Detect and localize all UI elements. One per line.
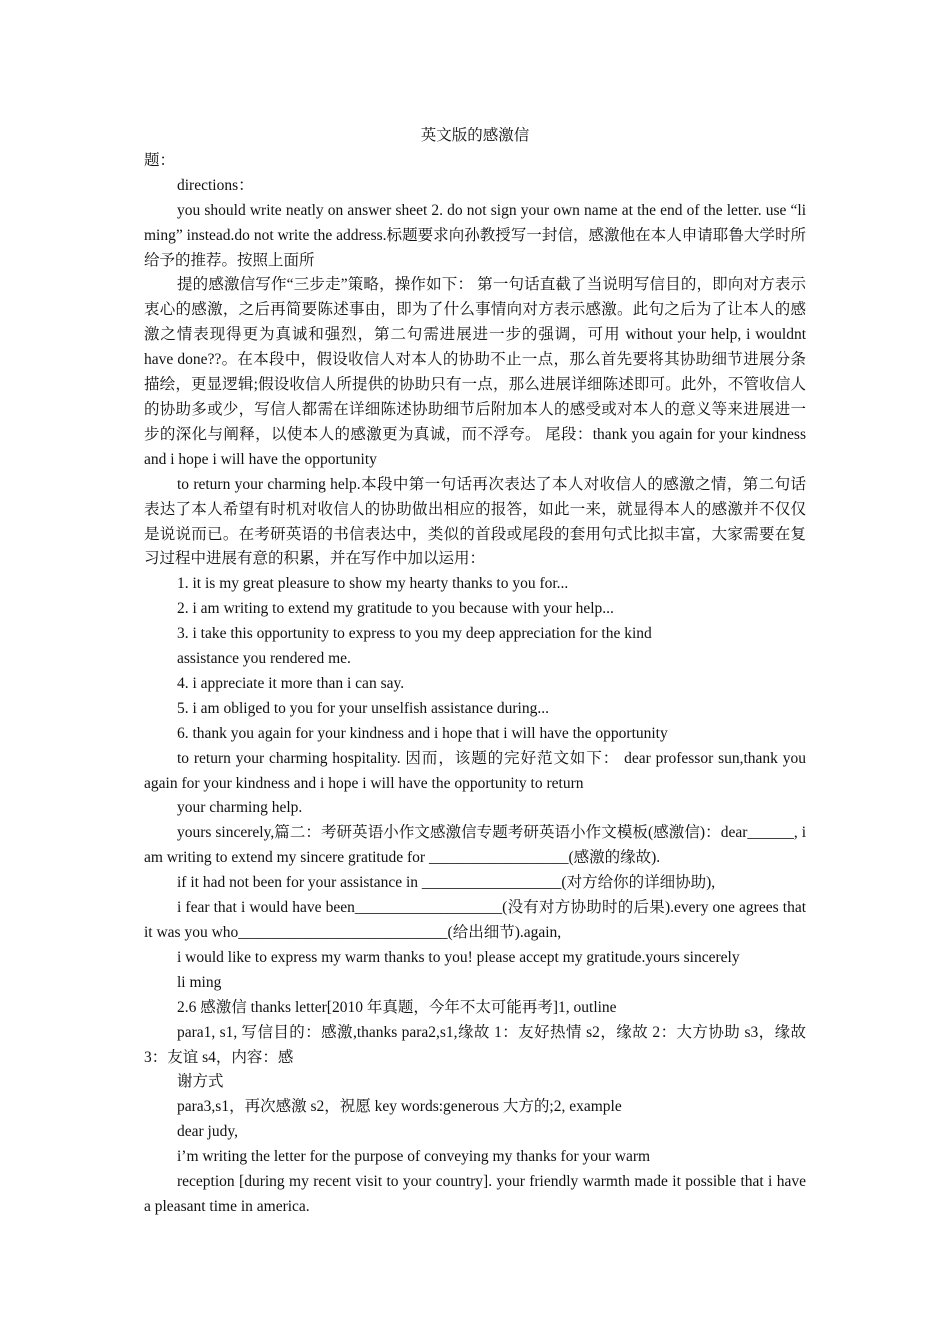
paragraph: your charming help. [177,799,303,817]
paragraph: to return your charming hospitality. 因而，该题的完好范文如下： dear professor sun,thank you again for your kindness and i hope i will have the opportunity to return [144,749,806,792]
paragraph: 4. i appreciate it more than i can say. [177,674,405,692]
document-body [144,124,806,1220]
paragraph: 谢方式 [177,1073,224,1091]
paragraph: 6. thank you again for your kindness and i hope that i will have the opportunity [177,724,668,742]
paragraph: i’m writing the letter for the purpose of conveying my thanks for your warm [177,1148,651,1166]
paragraph: i would like to express my warm thanks to you! please accept my gratitude.yours sincerely [177,948,740,966]
paragraph: 2. i am writing to extend my gratitude to you because with your help... [177,600,614,618]
paragraph: li ming [177,973,222,991]
document-title: 英文版的感激信 [420,127,530,144]
paragraph: you should write neatly on answer sheet 2. do not sign your own name at the end of the letter. use “li ming” instead.do not write the address.标题要求向孙教授写一封信，感激他在本人申请耶鲁大学时所给予的推荐。按照上面所 [144,201,806,269]
paragraph-list [144,149,806,1220]
paragraph: 3. i take this opportunity to express to you my deep appreciation for the kind [177,625,652,643]
paragraph: 5. i am obliged to you for your unselfish assistance during... [177,699,549,717]
paragraph: to return your charming help.本段中第一句话再次表达了本人对收信人的感激之情，第二句话表达了本人希望有时机对收信人的协助做出相应的报答，如此一来，就显得本人的感激并不仅仅是说说而已。在考研英语的书信表达中，类似的首段或尾段的套用句式比拟丰富，大家需要在复习过程中进展有意的积累，并在写作中加以运用： [144,475,806,568]
paragraph: 2.6 感激信 thanks letter[2010 年真题，今年不太可能再考]1, outline [177,998,617,1016]
paragraph: directions： [177,176,254,194]
paragraph: yours sincerely,篇二：考研英语小作文感激信专题考研英语小作文模板(感激信)：dear______, i am writing to extend my sincere gratitude for __________________(感激的缘故). [144,824,806,867]
paragraph: assistance you rendered me. [177,650,351,668]
paragraph: para1, s1, 写信目的：感激,thanks para2,s1,缘故 1：友好热情 s2，缘故 2：大方协助 s3，缘故 3：友谊 s4，内容：感 [144,1023,806,1066]
paragraph: reception [during my recent visit to your country]. your friendly warmth made it possible that i have a pleasant time in america. [144,1173,806,1215]
paragraph: dear judy, [177,1123,238,1141]
paragraph: i fear that i would have been___________________(没有对方协助时的后果).every one agrees that it was you who___________________________(给出细节).again, [144,899,806,941]
paragraph: 提的感激信写作“三步走”策略，操作如下： 第一句话直截了当说明写信目的，即向对方表示衷心的感激，之后再简要陈述事由，即为了什么事情向对方表示感激。此句之后为了让本人的感激之情表现得更为真诚和强烈，第二句需进展进一步的强调，可用 without your help, i wouldnt have done??。在本段中，假设收信人对本人的协助不止一点，那么首先要将其协助细节进展分条描绘，更显逻辑;假设收信人所提供的协助只有一点，那么进展详细陈述即可。此外，不管收信人的协助多或少，写信人都需在详细陈述协助细节后附加本人的感受或对本人的意义等来进展进一步的深化与阐释，以使本人的感激更为真诚，而不浮夸。 尾段：thank you again for your kindness and i hope i will have the opportunity [144,276,806,468]
paragraph: 1. it is my great pleasure to show my hearty thanks to you for... [177,575,569,593]
paragraph: para3,s1，再次感激 s2，祝愿 key words:generous 大方的;2, example [177,1098,622,1116]
paragraph: 题： [144,151,176,169]
paragraph: if it had not been for your assistance in __________________(对方给你的详细协助), [177,874,716,892]
